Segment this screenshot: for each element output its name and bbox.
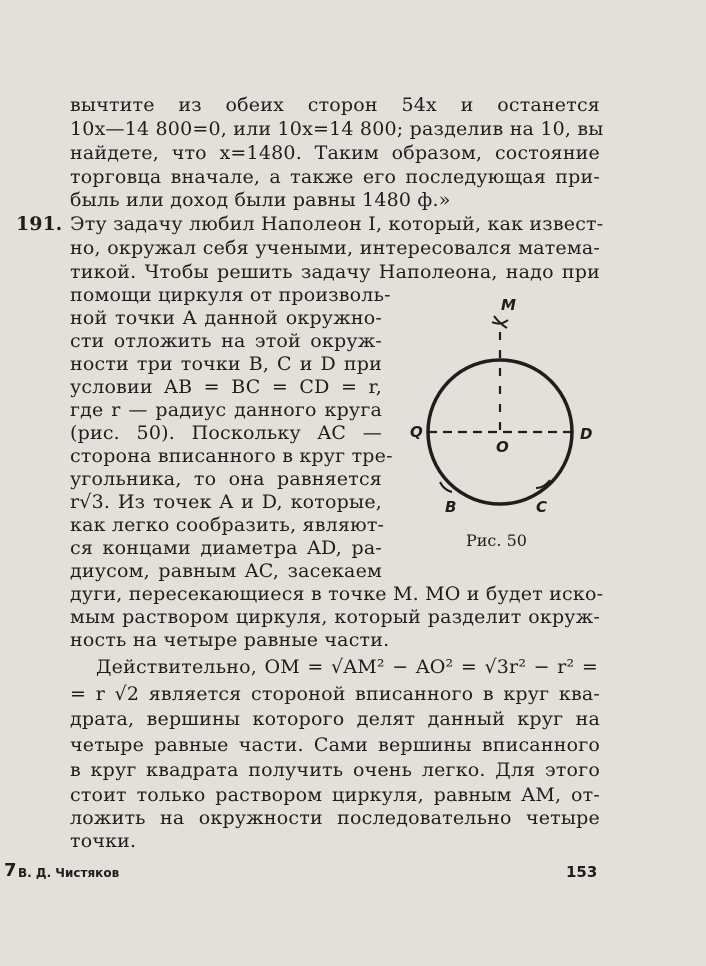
label-d: D (580, 425, 593, 443)
text-line: 10x—14 800=0, или 10x=14 800; разделив на 10, вы (70, 118, 604, 140)
text-line: но, окружал себя учеными, интересовался матема- (70, 237, 600, 259)
text-line: Действительно, OM = √AM² − AO² = √3r² − r² = (96, 656, 598, 678)
label-q: Q (410, 423, 423, 441)
text-line: = r √2 является стороной вписанного в круг ква- (70, 683, 600, 705)
text-line: быль или доход были равны 1480 ф.» (70, 189, 451, 211)
text-line: дуги, пересекающиеся в точке M. MO и будет иско- (70, 583, 604, 605)
text-line: ся концами диаметра AD, ра- (70, 537, 382, 559)
text-line: стоит только раствором циркуля, равным AM, от- (70, 784, 600, 806)
text-line: торговца вначале, а также его последующая при- (70, 166, 600, 188)
text-line: диусом, равным AC, засекаем (70, 560, 382, 582)
text-line: где r — радиус данного круга (70, 399, 382, 421)
text-line: сти отложить на этой окруж- (70, 330, 382, 352)
footer-author: В. Д. Чистяков (18, 866, 120, 880)
problem-number: 191. (16, 213, 63, 235)
figure-50 (400, 292, 610, 527)
text-line: угольника, то она равняется (70, 468, 382, 490)
text-line: драта, вершины которого делят данный круг на (70, 708, 600, 730)
label-m: M (501, 296, 516, 314)
figure-caption: Рис. 50 (466, 531, 527, 550)
page-number: 153 (566, 863, 598, 881)
text-line: Эту задачу любил Наполеон I, который, как извест- (70, 213, 604, 235)
text-line: ной точки A данной окружно- (70, 307, 382, 329)
text-line: ность на четыре равные части. (70, 629, 390, 651)
text-line: вычтите из обеих сторон 54x и останется (70, 94, 600, 116)
label-b: B (445, 498, 457, 516)
text-line: условии AB = BC = CD = r, (70, 376, 382, 398)
text-line: сторона вписанного в круг тре- (70, 445, 393, 467)
text-line: (рис. 50). Поскольку AC — (70, 422, 382, 444)
signature-number: 7 (4, 860, 17, 881)
label-c: C (536, 498, 548, 516)
label-o: O (496, 438, 509, 456)
text-line: помощи циркуля от произволь- (70, 284, 391, 306)
text-line: найдете, что x=1480. Таким образом, состояние (70, 142, 600, 164)
text-line: r√3. Из точек A и D, которые, (70, 491, 382, 513)
text-line: мым раствором циркуля, который разделит окруж- (70, 606, 600, 628)
text-line: тикой. Чтобы решить задачу Наполеона, надо при (70, 261, 600, 283)
text-line: ности три точки B, C и D при (70, 353, 382, 375)
text-line: ложить на окружности последовательно четыре (70, 807, 600, 829)
text-line: точки. (70, 830, 137, 852)
text-line: четыре равные части. Сами вершины вписанного (70, 734, 600, 756)
text-line: как легко сообразить, являют- (70, 514, 385, 536)
text-line: в круг квадрата получить очень легко. Для этого (70, 759, 600, 781)
